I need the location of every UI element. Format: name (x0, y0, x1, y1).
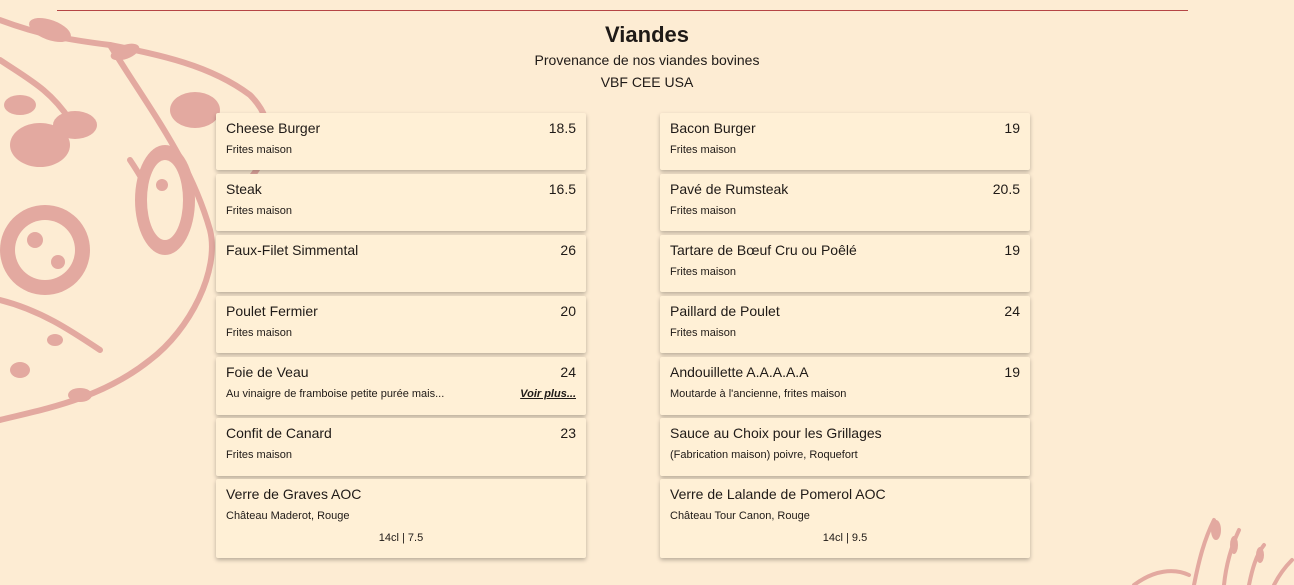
item-description: (Fabrication maison) poivre, Roquefort (670, 449, 858, 461)
menu-item-card[interactable] (216, 418, 586, 476)
item-price: 24 (560, 364, 576, 380)
see-more-link[interactable]: Voir plus... (520, 388, 576, 400)
menu-item-card[interactable] (660, 235, 1030, 292)
item-name: Cheese Burger (226, 120, 321, 136)
item-name: Sauce au Choix pour les Grillages (670, 425, 882, 441)
item-price: 18.5 (548, 120, 576, 136)
item-description: Moutarde à l'ancienne, frites maison (670, 388, 847, 400)
herb-illustration-right (1074, 510, 1294, 585)
item-name: Bacon Burger (670, 120, 756, 136)
item-price: 23 (560, 425, 576, 441)
item-name: Faux-Filet Simmental (226, 242, 359, 258)
menu-item-card[interactable] (660, 479, 1030, 558)
section-title: Viandes (605, 22, 689, 47)
item-price: 19 (1004, 242, 1020, 258)
item-description: Frites maison (670, 144, 737, 156)
menu-item-card[interactable] (660, 296, 1030, 353)
item-volume-price: 14cl | 9.5 (822, 532, 868, 544)
item-description: Frites maison (226, 327, 293, 339)
item-description: Château Maderot, Rouge (226, 510, 350, 522)
item-name: Tartare de Bœuf Cru ou Poêlé (670, 242, 857, 258)
item-description: Château Tour Canon, Rouge (670, 510, 810, 522)
menu-column-left (216, 113, 586, 558)
menu-item-card[interactable] (216, 235, 586, 292)
item-price: 20.5 (992, 181, 1020, 197)
item-description: Frites maison (670, 266, 737, 278)
section-subtitle: Provenance de nos viandes bovines (534, 52, 760, 68)
menu-item-card[interactable] (216, 113, 586, 170)
item-name: Pavé de Rumsteak (670, 181, 789, 197)
meat-origins: VBF CEE USA (600, 74, 694, 90)
menu-item-card[interactable] (660, 113, 1030, 170)
top-divider (57, 10, 1188, 11)
item-name: Confit de Canard (226, 425, 332, 441)
item-name: Andouillette A.A.A.A.A (670, 364, 809, 380)
menu-column-right (660, 113, 1030, 558)
menu-item-card[interactable] (660, 418, 1030, 476)
menu-item-card[interactable] (216, 357, 586, 415)
item-name: Verre de Lalande de Pomerol AOC (670, 486, 886, 502)
item-name: Paillard de Poulet (670, 303, 780, 319)
menu-item-card[interactable] (660, 174, 1030, 231)
menu-item-card[interactable] (660, 357, 1030, 415)
item-description: Frites maison (226, 144, 293, 156)
item-price: 26 (560, 242, 576, 258)
item-description: Frites maison (226, 449, 293, 461)
section-header (0, 22, 1294, 92)
menu-item-card[interactable] (216, 296, 586, 353)
menu-item-card[interactable] (216, 174, 586, 231)
item-name: Verre de Graves AOC (226, 486, 362, 502)
item-price: 19 (1004, 120, 1020, 136)
item-name: Poulet Fermier (226, 303, 318, 319)
item-description: Frites maison (226, 205, 293, 217)
item-price: 19 (1004, 364, 1020, 380)
item-description: Frites maison (670, 327, 737, 339)
item-price: 24 (1004, 303, 1020, 319)
item-name: Steak (226, 181, 262, 197)
item-volume-price: 14cl | 7.5 (378, 532, 424, 544)
item-description: Frites maison (670, 205, 737, 217)
item-price: 16.5 (548, 181, 576, 197)
item-description: Au vinaigre de framboise petite purée mais... (226, 388, 445, 400)
item-price: 20 (560, 303, 576, 319)
menu-item-card[interactable] (216, 479, 586, 558)
item-name: Foie de Veau (226, 364, 309, 380)
